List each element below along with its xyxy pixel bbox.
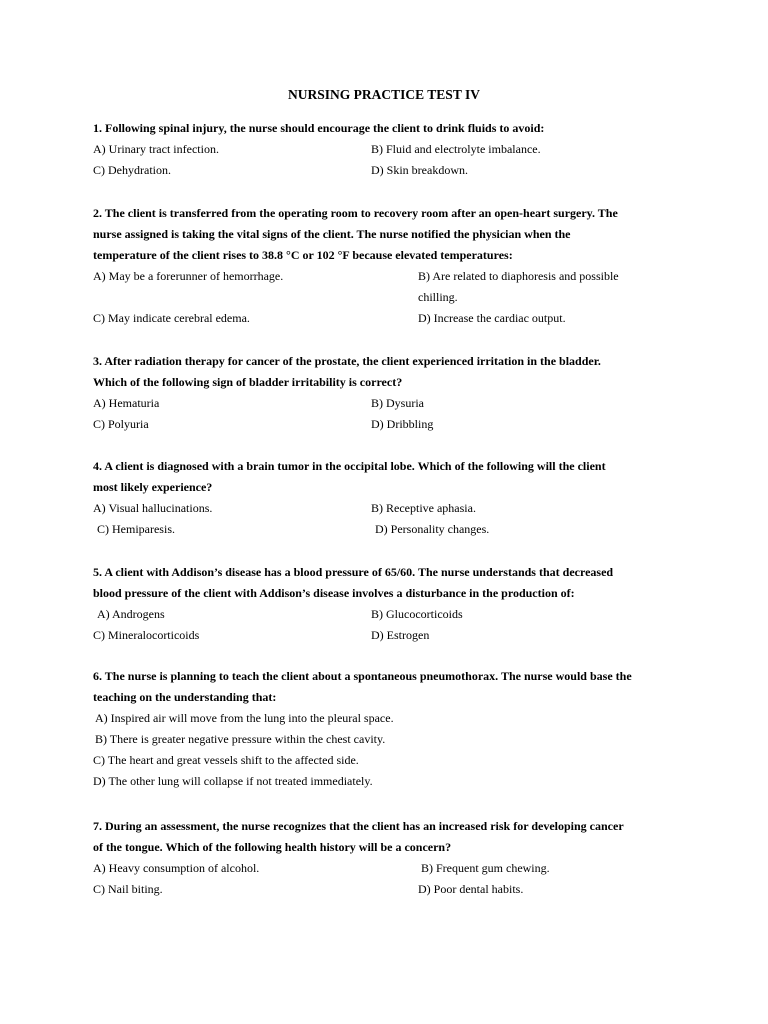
options-row (93, 498, 683, 519)
option-c: C) Nail biting. (93, 882, 163, 896)
option-b: B) Fluid and electrolyte imbalance. (371, 142, 541, 156)
options-row (93, 625, 683, 646)
question-stem-line: most likely experience? (93, 480, 213, 494)
options-row (93, 519, 683, 540)
question-3 (93, 351, 683, 435)
option-b: B) Glucocorticoids (371, 607, 463, 621)
page-title: NURSING PRACTICE TEST IV (288, 87, 480, 102)
question-1 (93, 118, 683, 181)
question-stem-line: 4. A client is diagnosed with a brain tumor in the occipital lobe. Which of the following will the client (93, 459, 606, 473)
option-c: C) Mineralocorticoids (93, 628, 200, 642)
options-row (93, 858, 683, 879)
question-5 (93, 562, 683, 646)
options-row (93, 308, 683, 329)
option-c: C) Polyuria (93, 417, 149, 431)
option-b: B) Receptive aphasia. (371, 501, 476, 515)
option-b: B) There is greater negative pressure within the chest cavity. (95, 732, 386, 746)
option-b: B) Dysuria (371, 396, 424, 410)
question-stem-line: 3. After radiation therapy for cancer of the prostate, the client experienced irritation in the bladder. (93, 354, 601, 368)
option-a: A) May be a forerunner of hemorrhage. (93, 269, 284, 283)
question-stem-line: temperature of the client rises to 38.8 °C or 102 °F because elevated temperatures: (93, 248, 513, 262)
option-a: A) Urinary tract infection. (93, 142, 219, 156)
option-c: C) May indicate cerebral edema. (93, 311, 250, 325)
question-stem-line: 2. The client is transferred from the operating room to recovery room after an open-heart surgery. The (93, 206, 618, 220)
question-2 (93, 203, 683, 329)
question-4 (93, 456, 683, 540)
option-c: C) Hemiparesis. (97, 522, 175, 536)
option-d: D) Increase the cardiac output. (418, 311, 566, 325)
option-d: D) The other lung will collapse if not treated immediately. (93, 774, 373, 788)
option-a: A) Hematuria (93, 396, 160, 410)
question-stem-line: 5. A client with Addison’s disease has a blood pressure of 65/60. The nurse understands that decreased (93, 565, 614, 579)
option-c: C) The heart and great vessels shift to the affected side. (93, 753, 359, 767)
question-stem-line: 1. Following spinal injury, the nurse should encourage the client to drink fluids to avoid: (93, 121, 545, 135)
question-7 (93, 816, 683, 900)
option-d: D) Personality changes. (375, 522, 490, 536)
option-a: A) Visual hallucinations. (93, 501, 213, 515)
options-row (93, 604, 683, 625)
option-b: B) Frequent gum chewing. (421, 861, 550, 875)
options-row (93, 879, 683, 900)
option-d: D) Skin breakdown. (371, 163, 468, 177)
question-stem-line: teaching on the understanding that: (93, 690, 277, 704)
option-a: A) Heavy consumption of alcohol. (93, 861, 260, 875)
options-row (93, 414, 683, 435)
question-stem-line: of the tongue. Which of the following health history will be a concern? (93, 840, 452, 854)
option-d: D) Estrogen (371, 628, 430, 642)
option-d: D) Poor dental habits. (418, 882, 524, 896)
question-stem-line: blood pressure of the client with Addison’s disease involves a disturbance in the production of: (93, 586, 575, 600)
question-stem-line: 6. The nurse is planning to teach the client about a spontaneous pneumothorax. The nurse would base the (93, 669, 632, 683)
question-6 (93, 666, 683, 792)
options-row (93, 393, 683, 414)
question-stem-line: Which of the following sign of bladder irritability is correct? (93, 375, 403, 389)
option-a: A) Androgens (97, 607, 165, 621)
options-row (93, 160, 683, 181)
options-row (93, 266, 683, 308)
option-c: C) Dehydration. (93, 163, 171, 177)
option-a: A) Inspired air will move from the lung into the pleural space. (95, 711, 394, 725)
options-row (93, 139, 683, 160)
question-stem-line: nurse assigned is taking the vital signs of the client. The nurse notified the physician when the (93, 227, 571, 241)
option-b: B) Are related to diaphoresis and possible chilling. (418, 269, 619, 304)
option-d: D) Dribbling (371, 417, 434, 431)
question-stem-line: 7. During an assessment, the nurse recognizes that the client has an increased risk for developing cancer (93, 819, 624, 833)
